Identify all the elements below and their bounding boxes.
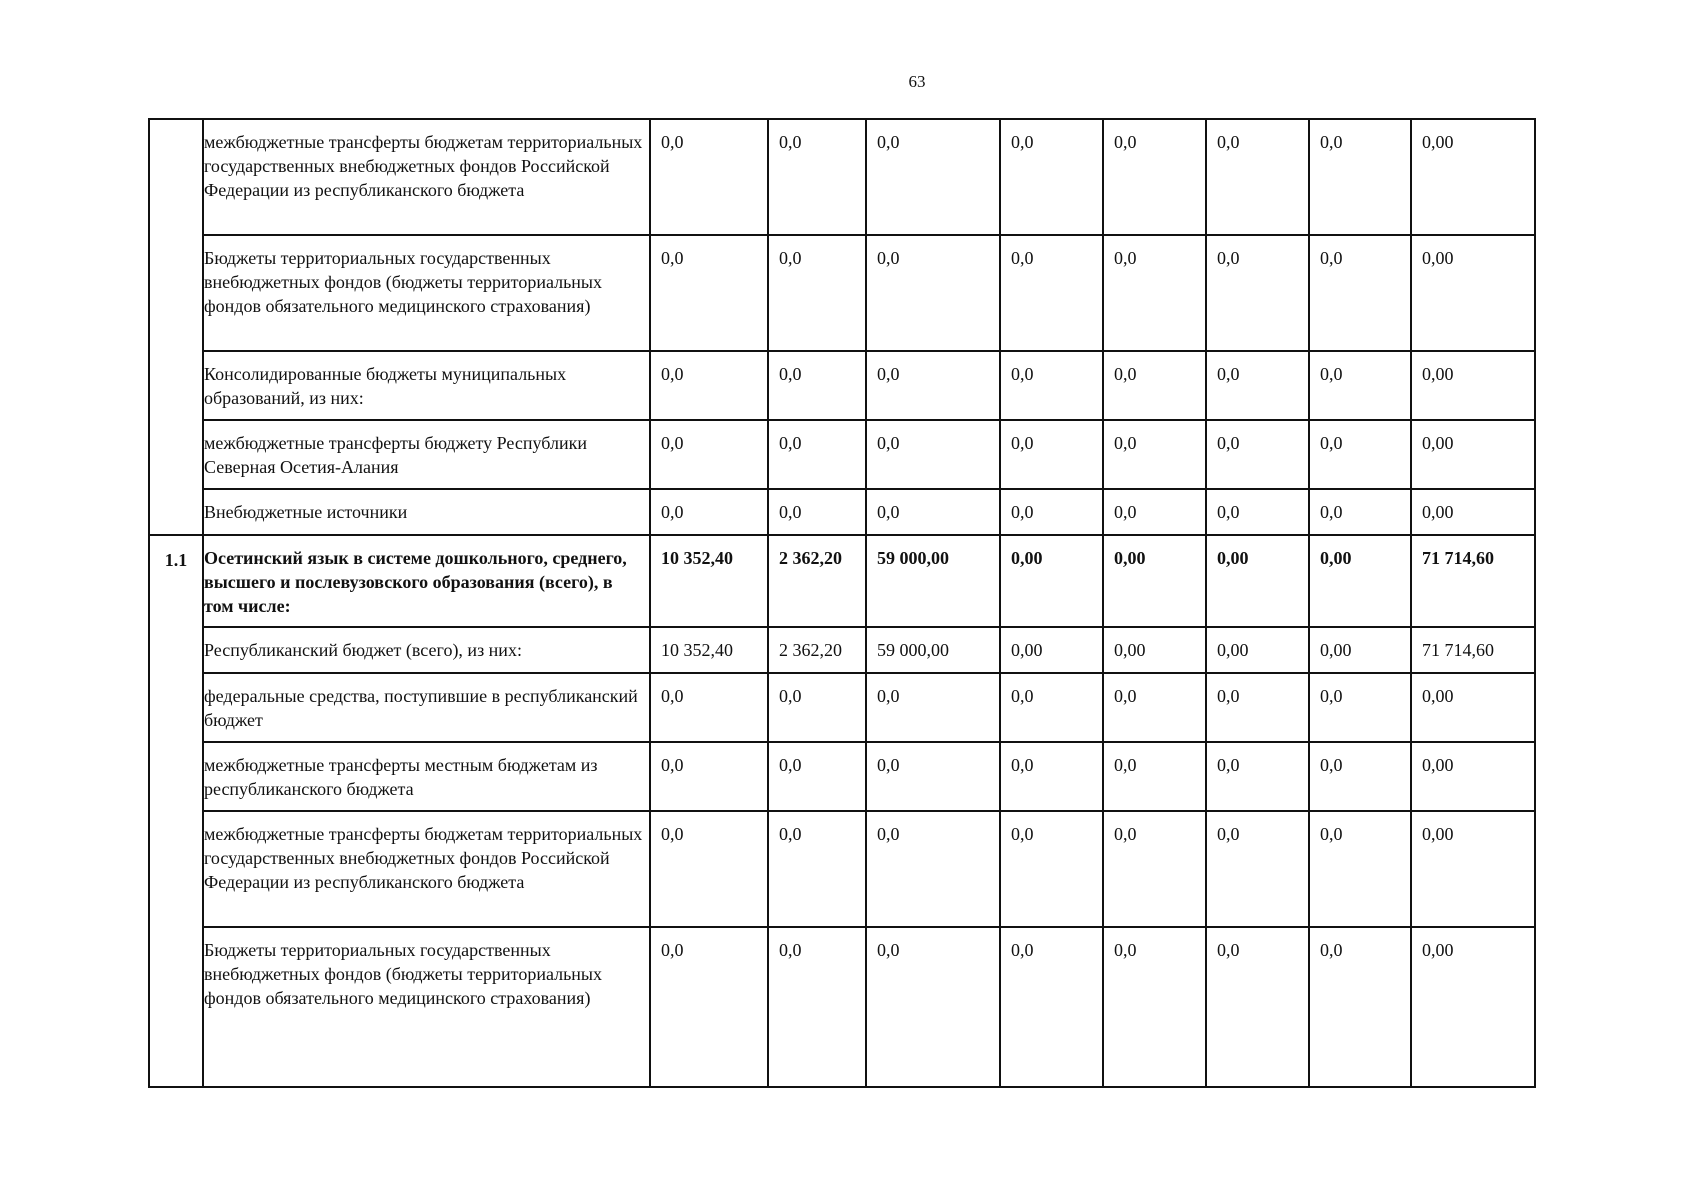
value-cell: 0,0 <box>650 811 768 927</box>
value-cell: 0,0 <box>1103 673 1206 742</box>
value-cell: 0,0 <box>1000 420 1103 489</box>
value-cell: 0,0 <box>1309 420 1411 489</box>
value-cell: 0,0 <box>866 673 1000 742</box>
value-cell: 0,0 <box>1103 742 1206 811</box>
value-cell: 0,0 <box>650 927 768 1087</box>
budget-table <box>148 118 1536 1088</box>
value-cell: 0,0 <box>866 811 1000 927</box>
table-row <box>149 351 1535 420</box>
value-cell: 0,0 <box>1309 235 1411 351</box>
value-cell: 0,0 <box>650 420 768 489</box>
table-row <box>149 627 1535 673</box>
value-cell: 0,0 <box>650 489 768 535</box>
value-cell: 0,0 <box>1000 742 1103 811</box>
value-cell: 0,0 <box>866 489 1000 535</box>
table-row <box>149 742 1535 811</box>
value-cell: 0,00 <box>1411 927 1535 1087</box>
value-cell: 0,0 <box>1206 351 1309 420</box>
value-cell: 0,0 <box>768 811 866 927</box>
value-cell: 0,0 <box>650 235 768 351</box>
row-label: Бюджеты территориальных государственных внебюджетных фондов (бюджеты территориальных фондов обязательного медицинского страхования) <box>203 927 650 1087</box>
value-cell: 0,0 <box>650 119 768 235</box>
table-row <box>149 489 1535 535</box>
value-cell: 0,00 <box>1411 119 1535 235</box>
row-label: Республиканский бюджет (всего), из них: <box>203 627 650 673</box>
value-cell: 0,0 <box>1206 489 1309 535</box>
value-cell: 0,00 <box>1411 673 1535 742</box>
row-label: Бюджеты территориальных государственных внебюджетных фондов (бюджеты территориальных фондов обязательного медицинского страхования) <box>203 235 650 351</box>
value-cell: 0,0 <box>1103 235 1206 351</box>
value-cell: 0,0 <box>1000 811 1103 927</box>
table-row <box>149 811 1535 927</box>
value-cell: 0,00 <box>1000 627 1103 673</box>
row-label: Внебюджетные источники <box>203 489 650 535</box>
value-cell: 0,0 <box>1000 351 1103 420</box>
value-cell: 0,00 <box>1103 535 1206 627</box>
value-cell: 0,0 <box>1309 811 1411 927</box>
value-cell: 0,00 <box>1411 351 1535 420</box>
value-cell: 71 714,60 <box>1411 627 1535 673</box>
table-row <box>149 927 1535 1087</box>
value-cell: 0,0 <box>866 742 1000 811</box>
value-cell: 59 000,00 <box>866 627 1000 673</box>
value-cell: 0,0 <box>1206 811 1309 927</box>
value-cell: 0,0 <box>1206 927 1309 1087</box>
value-cell: 0,0 <box>1000 235 1103 351</box>
value-cell: 0,0 <box>866 235 1000 351</box>
value-cell: 0,00 <box>1411 742 1535 811</box>
table-row <box>149 235 1535 351</box>
row-label: межбюджетные трансферты бюджету Республики Северная Осетия-Алания <box>203 420 650 489</box>
value-cell: 0,00 <box>1411 811 1535 927</box>
value-cell: 0,0 <box>768 235 866 351</box>
value-cell: 0,00 <box>1309 535 1411 627</box>
value-cell: 0,00 <box>1411 235 1535 351</box>
value-cell: 0,0 <box>768 420 866 489</box>
value-cell: 0,0 <box>1309 351 1411 420</box>
value-cell: 71 714,60 <box>1411 535 1535 627</box>
value-cell: 0,0 <box>1206 673 1309 742</box>
table-row <box>149 673 1535 742</box>
row-code-cell: 1.1 <box>149 535 203 1087</box>
value-cell: 0,0 <box>768 119 866 235</box>
value-cell: 0,0 <box>866 927 1000 1087</box>
value-cell: 0,0 <box>650 742 768 811</box>
value-cell: 0,0 <box>1206 235 1309 351</box>
value-cell: 0,0 <box>768 673 866 742</box>
value-cell: 0,0 <box>1309 742 1411 811</box>
value-cell: 0,0 <box>1000 673 1103 742</box>
value-cell: 59 000,00 <box>866 535 1000 627</box>
value-cell: 0,0 <box>1000 119 1103 235</box>
value-cell: 0,0 <box>1206 742 1309 811</box>
value-cell: 0,00 <box>1411 420 1535 489</box>
page-number: 63 <box>908 72 926 91</box>
row-label: федеральные средства, поступившие в республиканский бюджет <box>203 673 650 742</box>
row-label: Консолидированные бюджеты муниципальных образований, из них: <box>203 351 650 420</box>
row-label: межбюджетные трансферты бюджетам территориальных государственных внебюджетных фондов Российской Федерации из республиканского бюджета <box>203 119 650 235</box>
value-cell: 0,00 <box>1000 535 1103 627</box>
value-cell: 0,00 <box>1206 535 1309 627</box>
value-cell: 0,0 <box>1206 119 1309 235</box>
value-cell: 0,0 <box>1309 489 1411 535</box>
value-cell: 0,0 <box>866 420 1000 489</box>
value-cell: 0,0 <box>1309 673 1411 742</box>
value-cell: 0,0 <box>768 742 866 811</box>
value-cell: 0,00 <box>1206 627 1309 673</box>
value-cell: 0,0 <box>768 351 866 420</box>
value-cell: 0,00 <box>1103 627 1206 673</box>
value-cell: 0,0 <box>1103 351 1206 420</box>
table-row <box>149 535 1535 627</box>
table-row <box>149 420 1535 489</box>
value-cell: 0,0 <box>866 119 1000 235</box>
value-cell: 0,0 <box>1103 420 1206 489</box>
value-cell: 2 362,20 <box>768 535 866 627</box>
value-cell: 0,0 <box>1000 489 1103 535</box>
row-label: межбюджетные трансферты местным бюджетам из республиканского бюджета <box>203 742 650 811</box>
value-cell: 0,0 <box>650 673 768 742</box>
row-code-cell <box>149 119 203 535</box>
row-label: Осетинский язык в системе дошкольного, среднего, высшего и послевузовского образования (всего), в том числе: <box>203 535 650 627</box>
value-cell: 10 352,40 <box>650 627 768 673</box>
value-cell: 2 362,20 <box>768 627 866 673</box>
value-cell: 0,0 <box>768 489 866 535</box>
row-label: межбюджетные трансферты бюджетам территориальных государственных внебюджетных фондов Российской Федерации из республиканского бюджета <box>203 811 650 927</box>
value-cell: 10 352,40 <box>650 535 768 627</box>
value-cell: 0,0 <box>650 351 768 420</box>
value-cell: 0,0 <box>1103 489 1206 535</box>
value-cell: 0,0 <box>768 927 866 1087</box>
value-cell: 0,0 <box>1206 420 1309 489</box>
value-cell: 0,0 <box>1103 119 1206 235</box>
value-cell: 0,00 <box>1411 489 1535 535</box>
table-row <box>149 119 1535 235</box>
value-cell: 0,0 <box>866 351 1000 420</box>
value-cell: 0,0 <box>1103 811 1206 927</box>
value-cell: 0,00 <box>1309 627 1411 673</box>
value-cell: 0,0 <box>1103 927 1206 1087</box>
value-cell: 0,0 <box>1309 119 1411 235</box>
value-cell: 0,0 <box>1309 927 1411 1087</box>
value-cell: 0,0 <box>1000 927 1103 1087</box>
